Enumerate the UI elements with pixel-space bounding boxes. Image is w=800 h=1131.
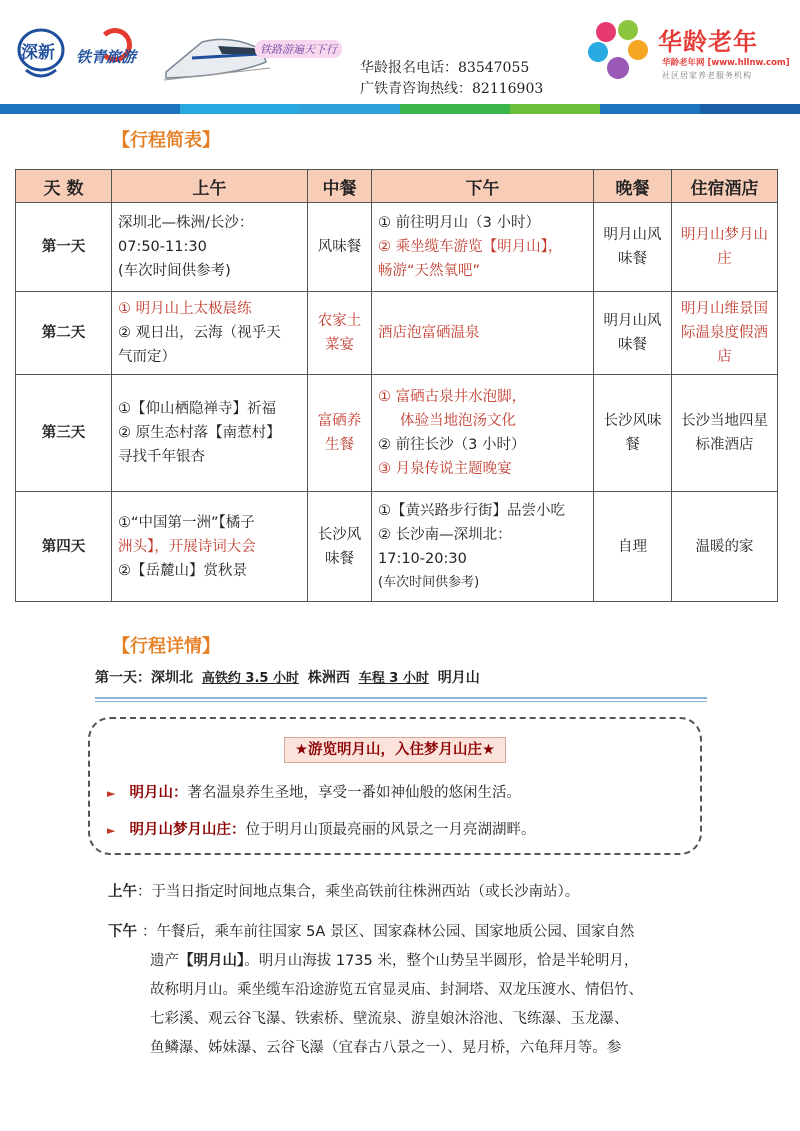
shenxin-logo-text: 深新 (21, 43, 55, 63)
morning-paragraph (108, 878, 579, 907)
dinner-cell: 自理 (594, 492, 672, 602)
train-image (162, 28, 272, 84)
morning-cell (112, 292, 308, 375)
lunch-cell: 风味餐 (308, 203, 372, 292)
hotel-cell: 明月山维景国际温泉度假酒店 (672, 292, 778, 375)
cell-line: ①“中国第一洲”【橘子 (118, 514, 255, 531)
cell-line: ①【黄兴路步行街】品尝小吃 (378, 502, 565, 519)
afternoon-cell (372, 492, 594, 602)
cell-line: 体验当地泡汤文化 (400, 413, 516, 429)
day1-route (95, 667, 480, 687)
route-leg-1: 高铁约 3.5 小时 (201, 671, 299, 686)
table-row (16, 203, 778, 292)
text-run: 。明月山海拔 1735 米，整个山势呈半圆形，恰是半轮明月， (244, 953, 639, 969)
table-row (16, 492, 778, 602)
cell-line: ② 前往长沙（3 小时） (378, 437, 526, 453)
table-header-row (16, 170, 778, 203)
cell-line: 洲头】，开展诗词大会 (118, 538, 256, 555)
paragraph-line: 故称明月山。乘坐缆车沿途游览五官显灵庙、封洞塔、双龙压渡水、情侣竹、 (150, 982, 643, 998)
afternoon-cell (372, 375, 594, 492)
text-run: 【明月山】 (179, 953, 245, 969)
highlight-key: 明月山梦月山庄： (129, 822, 246, 838)
hotel-cell: 明月山梦月山庄 (672, 203, 778, 292)
morning-cell (112, 492, 308, 602)
afternoon-label: 下午 (108, 924, 137, 940)
cell-line: 17:10-20:30 (378, 550, 467, 567)
cell-line: 寻找千年银杏 (118, 449, 205, 465)
arrow-bullet-icon: ► (107, 787, 116, 800)
dinner-cell: 明月山风味餐 (594, 203, 672, 292)
cell-line: 07:50-11:30 (118, 239, 207, 255)
day-cell: 第一天 (16, 203, 112, 292)
hotel-cell: 长沙当地四星标准酒店 (672, 375, 778, 492)
header-dinner: 晚餐 (594, 170, 672, 203)
highlight-item (107, 818, 535, 839)
highlight-title: ★游览明月山，入住梦月山庄★ (284, 737, 506, 763)
cell-line: ③ 月泉传说主题晚宴 (378, 461, 512, 477)
hotel-cell: 温暖的家 (672, 492, 778, 602)
highlight-item (107, 781, 521, 802)
details-title: 【行程详情】 (112, 636, 220, 657)
afternoon-cell (372, 292, 594, 375)
highlight-text: 著名温泉养生圣地，享受一番如神仙般的悠闲生活。 (187, 785, 521, 801)
signup-phone: 华龄报名电话：83547055 (360, 60, 530, 76)
paragraph-line: ：午餐后，乘车前往国家 5A 景区、国家森林公园、国家地质公园、国家自然 (142, 924, 635, 940)
schedule-title: 【行程简表】 (112, 130, 220, 151)
page-header (0, 0, 800, 104)
lunch-cell: 富硒养生餐 (308, 375, 372, 492)
hotline-block (360, 58, 543, 100)
day-cell: 第三天 (16, 375, 112, 492)
color-bar (0, 104, 800, 114)
cell-line: (车次时间供参考) (378, 574, 480, 590)
text-run: 遗产 (150, 953, 179, 969)
cell-line: ② 观日出，云海（视乎天 (118, 325, 281, 341)
paragraph-line: 七彩溪、观云谷飞瀑、铁索桥、壁流泉、游皇娘沐浴池、飞练瀑、玉龙瀑、 (150, 1011, 629, 1027)
paragraph-line (142, 947, 687, 976)
header-hotel: 住宿酒店 (672, 170, 778, 203)
header-afternoon: 下午 (372, 170, 594, 203)
brand-site: 华龄老年网 [www.hllnw.com] (662, 58, 790, 68)
day-cell: 第四天 (16, 492, 112, 602)
schedule-table (15, 169, 778, 602)
cell-line: ① 富硒古泉井水泡脚， (378, 389, 527, 405)
cell-line: ② 乘坐缆车游览【明月山】， (378, 239, 563, 255)
dinner-cell: 明月山风味餐 (594, 292, 672, 375)
morning-cell (112, 203, 308, 292)
cell-line: ① 前往明月山（3 小时） (378, 215, 540, 231)
table-row (16, 375, 778, 492)
day-cell: 第二天 (16, 292, 112, 375)
consult-phone: 广铁青咨询热线：82116903 (360, 81, 544, 97)
hualing-brand (584, 18, 794, 88)
lunch-cell: 农家土菜宴 (308, 292, 372, 375)
cell-line: 畅游“天然氧吧” (378, 263, 481, 279)
header-morning: 上午 (112, 170, 308, 203)
tieqing-logo-text: 铁青旅游 (76, 48, 137, 66)
cell-line: 深圳北—株洲/长沙： (118, 215, 254, 231)
route-day: 第一天：深圳北 (95, 670, 193, 686)
lunch-cell: 长沙风味餐 (308, 492, 372, 602)
tieqing-logo (76, 28, 156, 68)
cell-line: (车次时间供参考) (118, 263, 231, 279)
header-lunch: 中餐 (308, 170, 372, 203)
morning-cell (112, 375, 308, 492)
route-stop-1: 株洲西 (307, 670, 350, 686)
header-day: 天 数 (16, 170, 112, 203)
cell-line: ② 长沙南—深圳北： (378, 526, 512, 543)
shenxin-logo (12, 26, 70, 82)
arrow-bullet-icon: ► (107, 824, 116, 837)
afternoon-label-block (108, 918, 137, 947)
cell-line: 气而定） (118, 349, 176, 365)
hualing-flower-icon (584, 18, 656, 88)
afternoon-paragraph (142, 918, 687, 1063)
cell-line: 酒店泡富硒温泉 (378, 325, 480, 341)
brand-subtitle: 社区居家养老服务机构 (662, 71, 752, 80)
paragraph-line: 鱼鳞瀑、姊妹瀑、云谷飞瀑（宜春古八景之一）、晃月桥，六龟拜月等。参 (150, 1040, 622, 1056)
cell-line: ① 明月山上太极晨练 (118, 301, 252, 317)
brand-name: 华龄老年 (658, 28, 758, 56)
highlight-key: 明月山： (129, 785, 188, 801)
cell-line: ①【仰山栖隐禅寺】祈福 (118, 401, 276, 417)
afternoon-cell (372, 203, 594, 292)
dinner-cell: 长沙风味餐 (594, 375, 672, 492)
highlight-text: 位于明月山顶最亮丽的风景之一月亮湖湖畔。 (245, 822, 536, 838)
cell-line: ②【岳麓山】赏秋景 (118, 562, 247, 579)
table-row (16, 292, 778, 375)
morning-label: 上午 (108, 884, 137, 900)
slogan-badge: 铁路游遍天下行 (255, 40, 342, 58)
route-leg-2: 车程 3 小时 (358, 671, 429, 686)
route-stop-2: 明月山 (437, 670, 480, 686)
morning-text: ：于当日指定时间地点集合，乘坐高铁前往株洲西站（或长沙南站）。 (137, 884, 580, 900)
divider (95, 701, 707, 702)
divider (95, 697, 707, 699)
cell-line: ② 原生态村落【南惹村】 (118, 425, 281, 441)
